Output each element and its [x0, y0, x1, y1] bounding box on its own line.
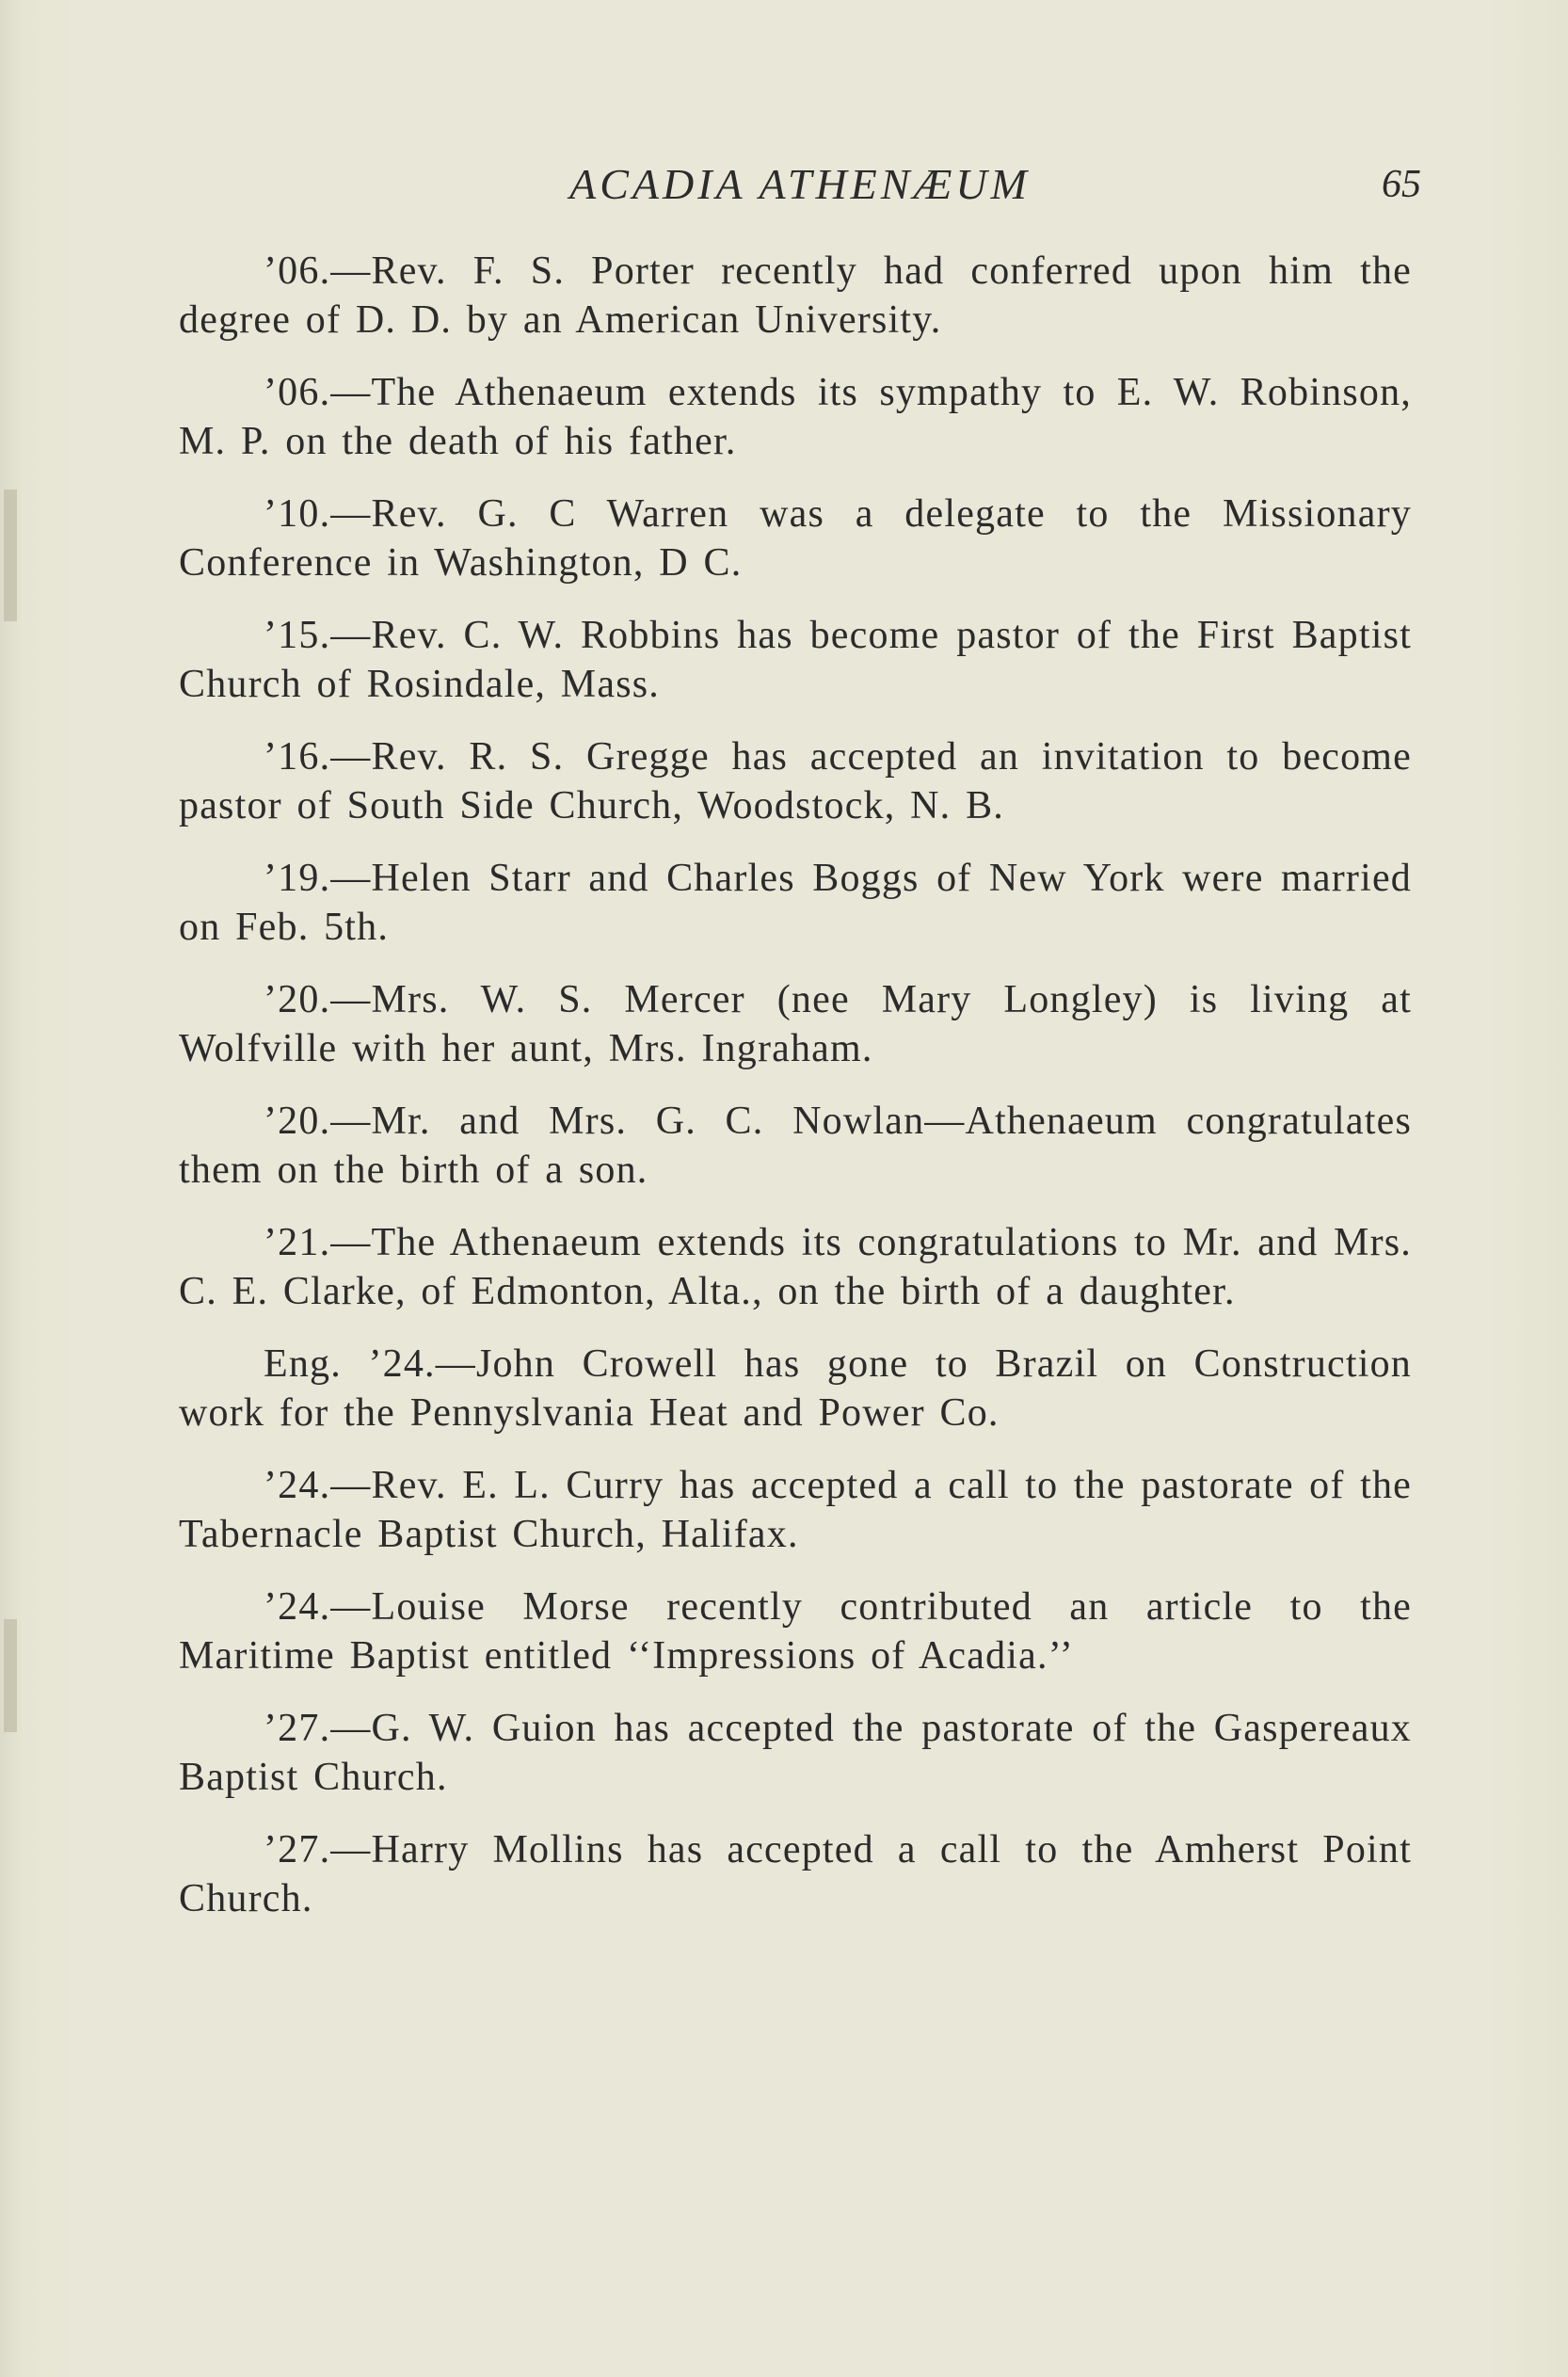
alumni-note: ’27.—Harry Mollins has accepted a call to the Amherst Point Church. [179, 1828, 1412, 1920]
margin-mark [4, 1619, 17, 1732]
alumni-note: ’20.—Mr. and Mrs. G. C. Nowlan—Athenaeum congratulates them on the birth of a son. [179, 1100, 1412, 1192]
alumni-note: ’10.—Rev. G. C Warren was a delegate to the Missionary Conference in Washington, D C. [179, 492, 1412, 585]
alumni-notes [179, 247, 1412, 1947]
alumni-note: ’16.—Rev. R. S. Gregge has accepted an invitation to become pastor of South Side Church, Woodstock, N. B. [179, 735, 1412, 827]
alumni-note: ’20.—Mrs. W. S. Mercer (nee Mary Longley) is living at Wolfville with her aunt, Mrs. Ingraham. [179, 978, 1412, 1070]
alumni-note: Eng. ’24.—John Crowell has gone to Brazil on Construction work for the Pennyslvania Heat and Power Co. [179, 1342, 1412, 1435]
alumni-note: ’06.—Rev. F. S. Porter recently had conferred upon him the degree of D. D. by an American University. [179, 249, 1412, 342]
running-head: ACADIA ATHENÆUM [569, 160, 1031, 208]
margin-mark [4, 490, 17, 621]
alumni-note: ’27.—G. W. Guion has accepted the pastorate of the Gaspereaux Baptist Church. [179, 1707, 1412, 1799]
alumni-note: ’24.—Rev. E. L. Curry has accepted a call to the pastorate of the Tabernacle Baptist Church, Halifax. [179, 1464, 1412, 1556]
alumni-note: ’21.—The Athenaeum extends its congratulations to Mr. and Mrs. C. E. Clarke, of Edmonton, Alta., on the birth of a daughter. [179, 1221, 1412, 1313]
alumni-note: ’19.—Helen Starr and Charles Boggs of New York were married on Feb. 5th. [179, 857, 1412, 949]
alumni-note: ’06.—The Athenaeum extends its sympathy to E. W. Robinson, M. P. on the death of his father. [179, 371, 1412, 463]
alumni-note: ’15.—Rev. C. W. Robbins has become pastor of the First Baptist Church of Rosindale, Mass. [179, 614, 1412, 706]
page-header [179, 156, 1421, 213]
page-number: 65 [1382, 163, 1421, 206]
alumni-note: ’24.—Louise Morse recently contributed an article to the Maritime Baptist entitled ‘‘Impressions of Acadia.’’ [179, 1585, 1412, 1678]
